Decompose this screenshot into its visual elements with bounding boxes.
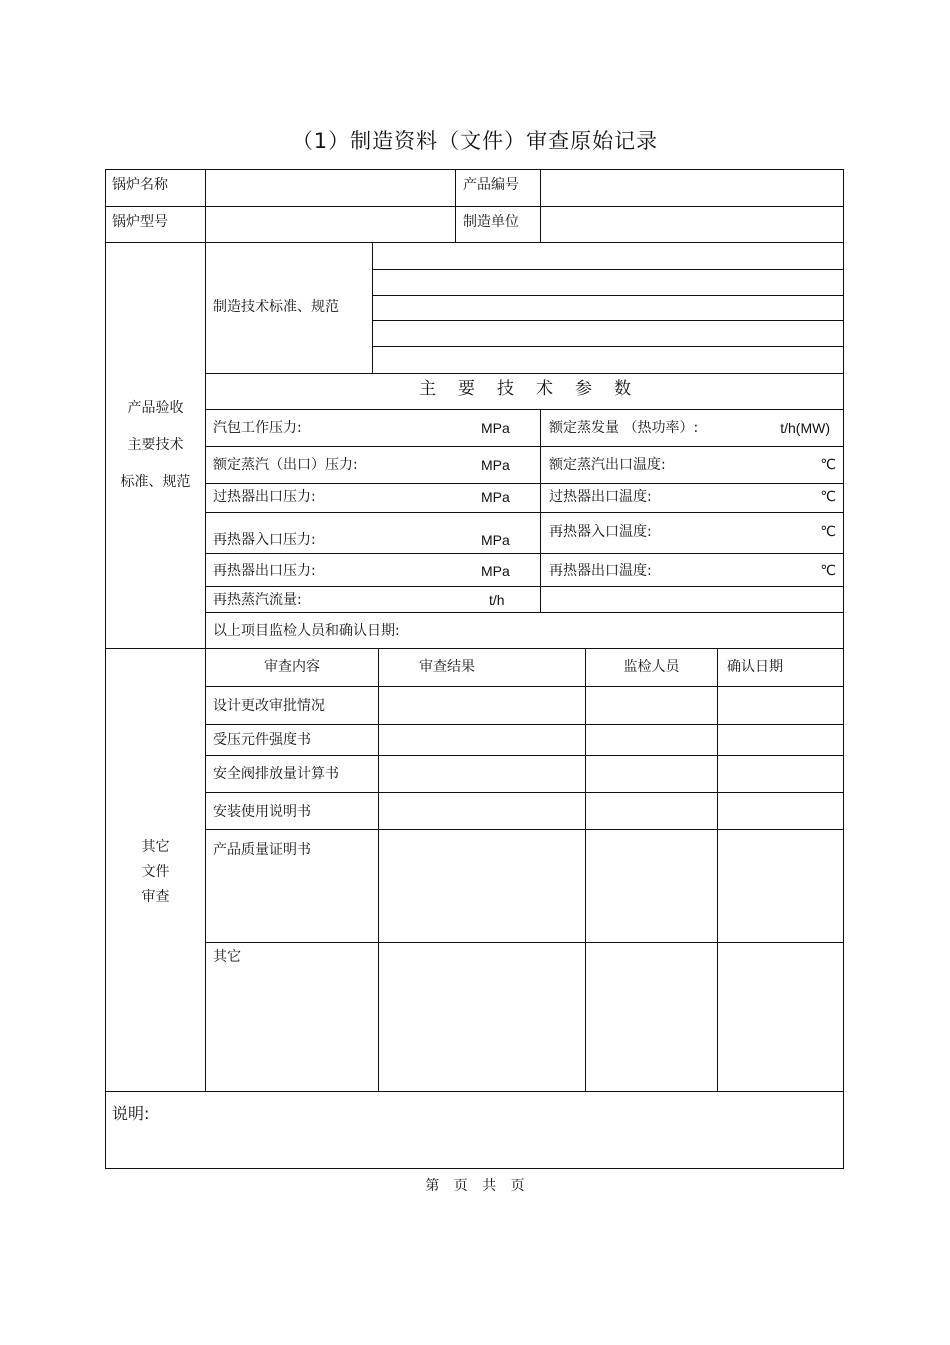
- review-row-other: 其它: [213, 949, 241, 965]
- review-row-strength-calc: 受压元件强度书: [213, 732, 311, 748]
- col-result-header: 审查结果: [419, 659, 475, 675]
- review-row-design-change: 设计更改审批情况: [213, 698, 325, 714]
- reheater-out-pressure-label: 再热器出口压力:: [213, 563, 316, 579]
- product-no-label: 产品编号: [463, 177, 519, 193]
- manufacturer-value[interactable]: [541, 207, 843, 242]
- rated-evap-label: 额定蒸发量 （热功率）:: [549, 420, 699, 436]
- unit-mpa: MPa: [481, 457, 510, 473]
- manufacturer-label: 制造单位: [463, 214, 519, 230]
- confirm-label: 以上项目监检人员和确认日期:: [213, 623, 400, 639]
- col-content-header: 审查内容: [264, 659, 320, 675]
- superheater-out-temp-label: 过热器出口温度:: [549, 489, 652, 505]
- unit-celsius: ℃: [820, 524, 836, 540]
- standards-line-2[interactable]: [373, 270, 843, 295]
- review-side-label-2: 文件: [141, 864, 170, 880]
- standards-line-3[interactable]: [373, 296, 843, 320]
- unit-th-mw: t/h(MW): [780, 420, 830, 436]
- reheat-flow-label: 再热蒸汽流量:: [213, 592, 302, 608]
- boiler-model-value[interactable]: [206, 207, 455, 242]
- standards-line-4[interactable]: [373, 321, 843, 346]
- unit-th: t/h: [489, 592, 505, 608]
- boiler-model-label: 锅炉型号: [112, 214, 168, 230]
- reheater-in-temp-label: 再热器入口温度:: [549, 524, 652, 540]
- page-title: （1）制造资料（文件）审查原始记录: [291, 129, 659, 153]
- superheater-out-pressure-label: 过热器出口压力:: [213, 489, 316, 505]
- drum-pressure-label: 汽包工作压力:: [213, 420, 302, 436]
- review-row-install-manual: 安装使用说明书: [213, 804, 311, 820]
- page-footer: 第 页 共 页: [425, 1178, 525, 1194]
- review-side-label-1: 其它: [141, 839, 170, 855]
- boiler-name-label: 锅炉名称: [112, 177, 168, 193]
- rated-steam-pressure-label: 额定蒸汽（出口）压力:: [213, 457, 358, 473]
- acceptance-side-label-2: 主要技术: [127, 437, 184, 453]
- reheater-out-temp-label: 再热器出口温度:: [549, 563, 652, 579]
- unit-celsius: ℃: [820, 457, 836, 473]
- unit-mpa: MPa: [481, 489, 510, 505]
- note-label: 说明:: [112, 1104, 150, 1123]
- rated-steam-temp-label: 额定蒸汽出口温度:: [549, 457, 666, 473]
- standards-line-1[interactable]: [373, 243, 843, 269]
- unit-celsius: ℃: [820, 489, 836, 505]
- review-side-label-3: 审查: [141, 889, 170, 905]
- params-title: 主要技术参数: [419, 379, 653, 399]
- col-date-header: 确认日期: [727, 659, 783, 675]
- standards-label: 制造技术标准、规范: [213, 299, 339, 315]
- note-field[interactable]: [106, 1092, 843, 1168]
- review-row-safety-valve: 安全阀排放量计算书: [213, 766, 339, 782]
- product-no-value[interactable]: [541, 170, 843, 206]
- unit-celsius: ℃: [820, 563, 836, 579]
- col-inspector-header: 监检人员: [623, 659, 680, 675]
- reheater-in-pressure-label: 再热器入口压力:: [213, 532, 316, 548]
- acceptance-side-label-1: 产品验收: [127, 400, 184, 416]
- unit-mpa: MPa: [481, 532, 510, 548]
- review-row-quality-cert: 产品质量证明书: [213, 842, 311, 858]
- acceptance-side-label-3: 标准、规范: [120, 474, 191, 490]
- unit-mpa: MPa: [481, 563, 510, 579]
- unit-mpa: MPa: [481, 420, 510, 436]
- boiler-name-value[interactable]: [206, 170, 455, 206]
- standards-line-5[interactable]: [373, 347, 843, 373]
